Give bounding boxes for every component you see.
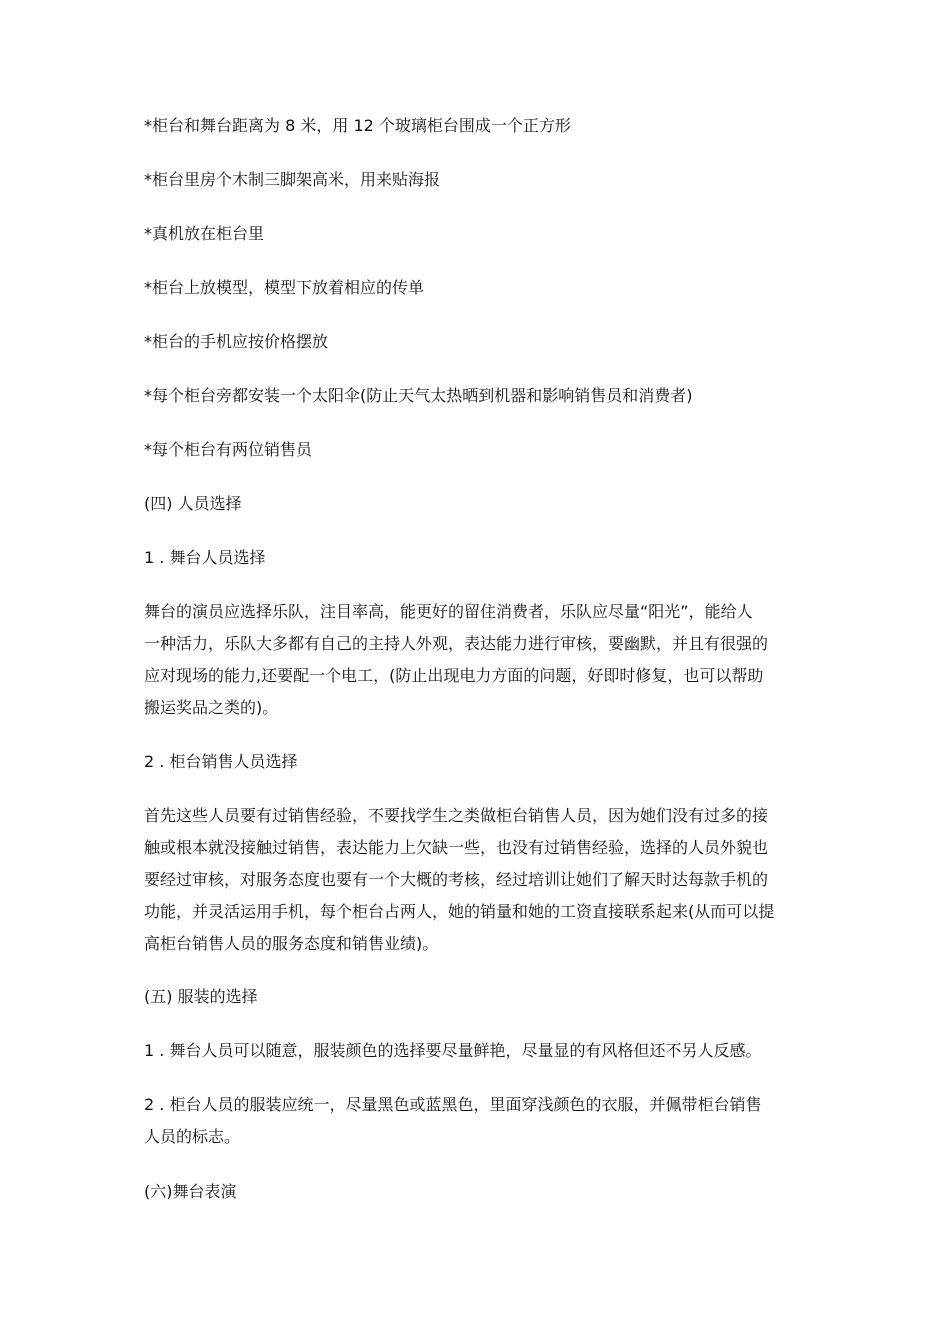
paragraph-line: 要经过审核，对服务态度也要有一个大概的考核，经过培训让她们了解天时达每款手机的	[144, 870, 769, 889]
bullet-price-order: *柜台的手机应按价格摆放	[144, 332, 329, 351]
paragraph-counter-costume	[144, 1089, 814, 1153]
bullet-models: *柜台上放模型，模型下放着相应的传单	[144, 278, 425, 297]
paragraph-line: 搬运奖品之类的)。	[144, 698, 279, 717]
paragraph-stage-personnel	[144, 596, 814, 724]
subheading-counter-sales: 2 . 柜台销售人员选择	[144, 752, 298, 771]
paragraph-line: 高柜台销售人员的服务态度和销售业绩)。	[144, 934, 439, 953]
paragraph-line: 1 . 舞台人员可以随意，服装颜色的选择要尽量鲜艳，尽量显的有风格但还不另人反感。	[144, 1041, 762, 1060]
section-heading-stage-performance: (六)舞台表演	[144, 1182, 237, 1201]
subheading-stage-personnel: 1 . 舞台人员选择	[144, 548, 266, 567]
paragraph-line: 功能，并灵活运用手机，每个柜台占两人，她的销量和她的工资直接联系起来(从而可以提	[144, 902, 775, 921]
paragraph-line: 一种活力，乐队大多都有自己的主持人外观，表达能力进行审核，要幽默，并且有很强的	[144, 634, 769, 653]
bullet-two-salespeople: *每个柜台有两位销售员	[144, 440, 313, 459]
section-heading-costume: (五) 服装的选择	[144, 987, 258, 1006]
bullet-counter-distance: *柜台和舞台距离为 8 米，用 12 个玻璃柜台围成一个正方形	[144, 116, 571, 135]
paragraph-line: 舞台的演员应选择乐队，注目率高，能更好的留住消费者，乐队应尽量“阳光”，能给人	[144, 602, 753, 621]
paragraph-line: 应对现场的能力,还要配一个电工，(防止出现电力方面的问题，好即时修复，也可以帮助	[144, 666, 764, 685]
bullet-umbrella: *每个柜台旁都安装一个太阳伞(防止天气太热晒到机器和影响销售员和消费者)	[144, 386, 693, 405]
paragraph-line: 首先这些人员要有过销售经验，不要找学生之类做柜台销售人员，因为她们没有过多的接	[144, 806, 769, 825]
paragraph-line: 触或根本就没接触过销售，表达能力上欠缺一些，也没有过销售经验，选择的人员外貌也	[144, 838, 769, 857]
paragraph-line: 2 . 柜台人员的服装应统一，尽量黑色或蓝黑色，里面穿浅颜色的衣服，并佩带柜台销售	[144, 1095, 762, 1114]
bullet-tripod: *柜台里房个木制三脚架高米，用来贴海报	[144, 170, 441, 189]
paragraph-counter-sales	[144, 800, 814, 960]
paragraph-stage-costume	[144, 1035, 814, 1067]
bullet-real-phones: *真机放在柜台里	[144, 224, 265, 243]
paragraph-line: 人员的标志。	[144, 1127, 241, 1146]
section-heading-personnel: (四) 人员选择	[144, 494, 242, 513]
